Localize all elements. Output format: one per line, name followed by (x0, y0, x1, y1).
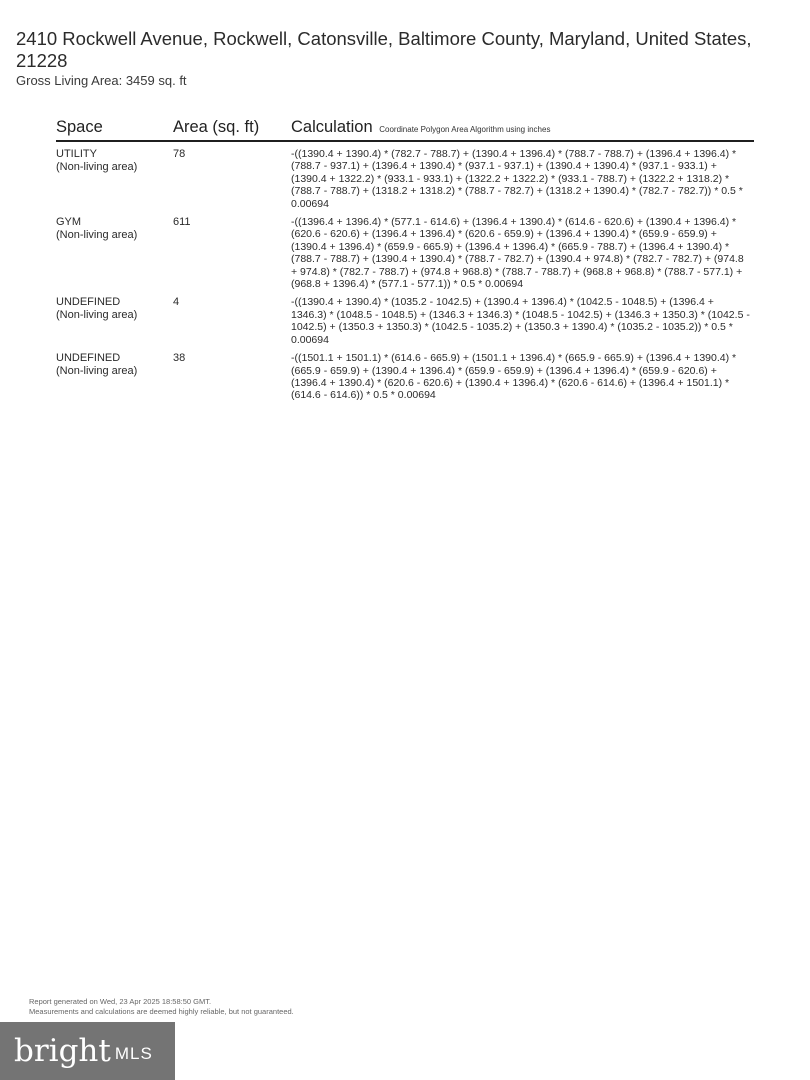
space-type: (Non-living area) (56, 309, 138, 322)
table-row (56, 148, 754, 210)
table-row (56, 216, 754, 290)
space-name: UNDEFINED (56, 296, 121, 309)
column-header-area: Area (sq. ft) (173, 118, 260, 136)
table-row (56, 296, 754, 346)
space-type: (Non-living area) (56, 161, 138, 173)
space-cell (56, 216, 173, 242)
property-address: 2410 Rockwell Avenue, Rockwell, Catonsville, Baltimore County, Maryland, United States, 21228 (16, 28, 752, 71)
calculation-formula: -((1501.1 + 1501.1) * (614.6 - 665.9) + (1501.1 + 1396.4) * (665.9 - 665.9) + (1396.4 + 1390.4) * (665.9 - 659.9) + (1390.4 + 1396.4) * (659.9 - 659.9) + (1396.4 + 1396.4) * (659.9 - 620.6) + (1396.4 + 1390.4) * (620.6 - 620.6) + (1390.4 + 1396.4) * (620.6 - 614.6) + (1396.4 + 1501.1) * (614.6 - 614.6)) * 0.5 * 0.00694 (291, 352, 737, 402)
report-generated-text: Report generated on Wed, 23 Apr 2025 18:58:50 GMT. (29, 997, 212, 1006)
space-cell (56, 352, 173, 378)
report-footer (29, 997, 294, 1017)
area-value: 611 (173, 216, 191, 229)
bright-mls-logo (0, 1022, 175, 1080)
area-value: 38 (173, 352, 186, 365)
space-name: UNDEFINED (56, 352, 121, 365)
logo-suffix-text: MLS (114, 1044, 153, 1063)
column-header-space: Space (56, 118, 103, 136)
space-name: UTILITY (56, 148, 97, 160)
disclaimer-text: Measurements and calculations are deemed highly reliable, but not guaranteed. (29, 1007, 294, 1016)
area-value: 4 (173, 296, 180, 309)
space-type: (Non-living area) (56, 365, 138, 378)
report-header (16, 28, 796, 89)
calculation-formula: -((1390.4 + 1390.4) * (1035.2 - 1042.5) + (1390.4 + 1396.4) * (1042.5 - 1048.5) + (1396.4 + 1346.3) * (1048.5 - 1048.5) + (1346.3 + 1346.3) * (1048.5 - 1042.5) + (1346.3 + 1350.3) * (1042.5 - 1042.5) + (1350.3 + 1350.3) * (1042.5 - 1035.2) + (1350.3 + 1390.4) * (1035.2 - 1035.2)) * 0.5 * 0.00694 (291, 296, 750, 346)
area-calculation-table (56, 118, 754, 402)
calculation-note: Coordinate Polygon Area Algorithm using inches (379, 125, 551, 134)
space-cell (56, 148, 173, 174)
table-header (56, 118, 754, 142)
calculation-formula: -((1390.4 + 1390.4) * (782.7 - 788.7) + (1390.4 + 1396.4) * (788.7 - 788.7) + (1396.4 + 1396.4) * (788.7 - 937.1) + (1396.4 + 1390.4) * (937.1 - 937.1) + (1390.4 + 1390.4) * (937.1 - 933.1) + (1390.4 + 1322.2) * (933.1 - 933.1) + (1322.2 + 1322.2) * (933.1 - 788.7) + (1322.2 + 1318.2) * (788.7 - 788.7) + (1318.2 + 1318.2) * (788.7 - 782.7) + (1318.2 + 1390.4) * (782.7 - 782.7)) * 0.5 * 0.00694 (291, 148, 743, 210)
logo-brand-text: bright (14, 1033, 111, 1069)
space-name: GYM (56, 216, 82, 229)
calculation-label: Calculation (291, 118, 373, 136)
area-value: 78 (173, 148, 186, 160)
column-header-calculation (291, 118, 754, 137)
table-row (56, 352, 754, 402)
space-cell (56, 296, 173, 322)
calculation-formula: -((1396.4 + 1396.4) * (577.1 - 614.6) + (1396.4 + 1390.4) * (614.6 - 620.6) + (1390.4 + 1396.4) * (620.6 - 620.6) + (1396.4 + 1396.4) * (620.6 - 659.9) + (1396.4 + 1390.4) * (659.9 - 659.9) + (1390.4 + 1396.4) * (659.9 - 665.9) + (1396.4 + 1396.4) * (665.9 - 788.7) + (1396.4 + 1390.4) * (788.7 - 788.7) + (1390.4 + 1390.4) * (788.7 - 782.7) + (1390.4 + 974.8) * (782.7 - 782.7) + (974.8 + 974.8) * (782.7 - 788.7) + (974.8 + 968.8) * (788.7 - 788.7) + (968.8 + 968.8) * (788.7 - 577.1) + (968.8 + 1396.4) * (577.1 - 577.1)) * 0.5 * 0.00694 (291, 216, 744, 291)
space-type: (Non-living area) (56, 229, 138, 242)
gross-living-area: Gross Living Area: 3459 sq. ft (16, 73, 187, 88)
